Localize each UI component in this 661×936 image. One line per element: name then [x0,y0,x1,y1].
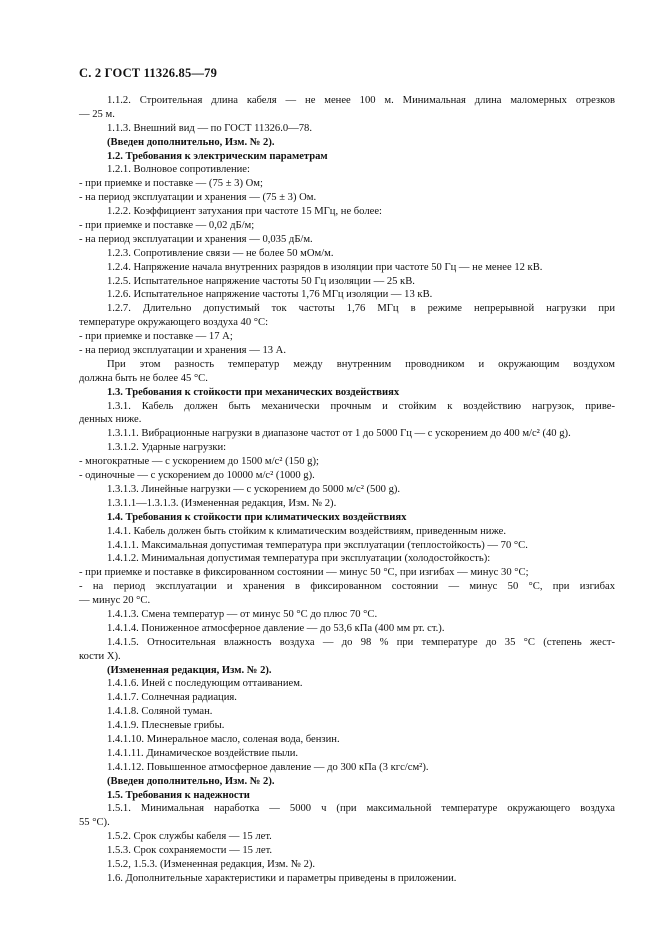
text-line: 1.2.6. Испытательное напряжение частоты 1,76 МГц изоляции — 13 кВ. [107,289,433,301]
text-line: 1.5.2. Срок службы кабеля — 15 лет. [107,831,272,843]
text-line: 1.5.2, 1.5.3. (Измененная редакция, Изм. № 2). [107,858,316,870]
text-line: 1.4.1.9. Плесневые грибы. [107,720,225,732]
text-line: - при приемке и поставке — (75 ± 3) Ом; [79,178,263,190]
text-line: 1.2.2. Коэффициент затухания при частоте 15 МГц, не более: [107,206,382,218]
text-line: 1.4.1.3. Смена температур — от минус 50 °С до плюс 70 °С. [107,608,378,620]
text-line: 55 °С). [79,817,110,829]
text-line: - на период эксплуатации и хранения — 13 А. [79,345,286,357]
text-line: 1.2.5. Испытательное напряжение частоты 50 Гц изоляции — 25 кВ. [107,275,415,287]
text-line: 1.2.3. Сопротивление связи — не более 50 мОм/м. [107,247,334,259]
text-line: 1.4.1.2. Минимальная допустимая температура при эксплуатации (холодостойкость): [107,553,491,565]
text-line: (Введен дополнительно, Изм. № 2). [107,136,275,148]
text-line: 1.5. Требования к надежности [107,789,250,801]
text-line: 1.1.2. Строительная длина кабеля — не менее 100 м. Минимальная длина маломерных отрезков [107,95,615,106]
text-line: 1.4.1.12. Повышенное атмосферное давление — до 300 кПа (3 кгс/см²). [107,761,429,773]
text-line: 1.4.1.10. Минеральное масло, соленая вода, бензин. [107,733,340,745]
text-line: 1.4.1.1. Максимальная допустимая температура при эксплуатации (теплостойкость) — 70 °С. [107,539,528,551]
text-line: 1.1.3. Внешний вид — по ГОСТ 11326.0—78. [107,122,313,134]
text-line: - на период эксплуатации и хранения — 0,035 дБ/м. [79,233,313,245]
text-line: - на период эксплуатации и хранения в фиксированном состоянии — минус 50 °С, при изгибах [79,581,615,593]
text-line: — 25 м. [79,108,115,120]
text-line: — минус 20 °С. [79,595,151,607]
text-line: 1.3.1.3. Линейные нагрузки — с ускорением до 5000 м/с² (500 g). [107,483,401,495]
text-line: (Введен дополнительно, Изм. № 2). [107,775,275,787]
text-line: кости X). [79,650,121,662]
text-line: 1.5.1. Минимальная наработка — 5000 ч (при максимальной температуре окружающего воздуха [107,803,615,815]
text-line: должна быть не более 45 °С. [79,372,208,384]
text-line: (Измененная редакция, Изм. № 2). [107,664,272,676]
text-line: 1.2.4. Напряжение начала внутренних разрядов в изоляции при частоте 50 Гц — не менее 12 кВ. [107,261,543,273]
text-line: 1.2.1. Волновое сопротивление: [107,164,250,176]
text-line: 1.2.7. Длительно допустимый ток частоты 1,76 МГц в режиме непрерывной нагрузки при [107,303,615,315]
text-line: 1.3.1.1—1.3.1.3. (Измененная редакция, Изм. № 2). [107,497,337,509]
text-line: При этом разность температур между внутренним проводником и окружающим воздухом [107,358,615,370]
text-line: - одиночные — с ускорением до 10000 м/с² (1000 g). [79,470,315,482]
text-line: 1.4.1. Кабель должен быть стойким к климатическим воздействиям, приведенным ниже. [107,525,506,537]
text-line: температуре окружающего воздуха 40 °С: [79,317,269,329]
text-line: 1.4.1.11. Динамическое воздействие пыли. [107,747,299,759]
text-line: 1.4.1.7. Солнечная радиация. [107,692,237,704]
text-line: 1.4.1.8. Соляной туман. [107,706,213,718]
text-line: 1.3.1.2. Ударные нагрузки: [107,442,227,454]
text-line: 1.4.1.5. Относительная влажность воздуха — до 98 % при температуре до 35 °С (степень жест- [107,636,615,648]
text-line: - при приемке и поставке в фиксированном состоянии — минус 50 °С, при изгибах — минус 30 °С; [79,567,529,579]
text-line: денных ниже. [79,414,142,426]
text-line: 1.3. Требования к стойкости при механических воздействиях [107,386,400,398]
text-line: - на период эксплуатации и хранения — (75 ± 3) Ом. [79,192,317,204]
text-line: - многократные — с ускорением до 1500 м/с² (150 g); [79,456,319,468]
text-line: - при приемке и поставке — 17 А; [79,331,233,343]
text-line: 1.4.1.6. Иней с последующим оттаиванием. [107,678,303,690]
text-line: 1.4. Требования к стойкости при климатических воздействиях [107,511,407,523]
text-line: 1.3.1. Кабель должен быть механически прочным и стойким к воздействию нагрузок, приве- [107,400,615,412]
document-body [79,94,615,886]
page-header: С. 2 ГОСТ 11326.85—79 [79,66,218,80]
text-line: - при приемке и поставке — 0,02 дБ/м; [79,220,255,232]
text-line: 1.5.3. Срок сохраняемости — 15 лет. [107,845,273,857]
text-line: 1.3.1.1. Вибрационные нагрузки в диапазоне частот от 1 до 5000 Гц — с ускорением до 400 м/с² (40 g). [107,428,571,440]
text-line: 1.2. Требования к электрическим параметрам [107,150,328,162]
text-line: 1.6. Дополнительные характеристики и параметры приведены в приложении. [107,872,457,884]
text-line: 1.4.1.4. Пониженное атмосферное давление — до 53,6 кПа (400 мм рт. ст.). [107,622,445,634]
